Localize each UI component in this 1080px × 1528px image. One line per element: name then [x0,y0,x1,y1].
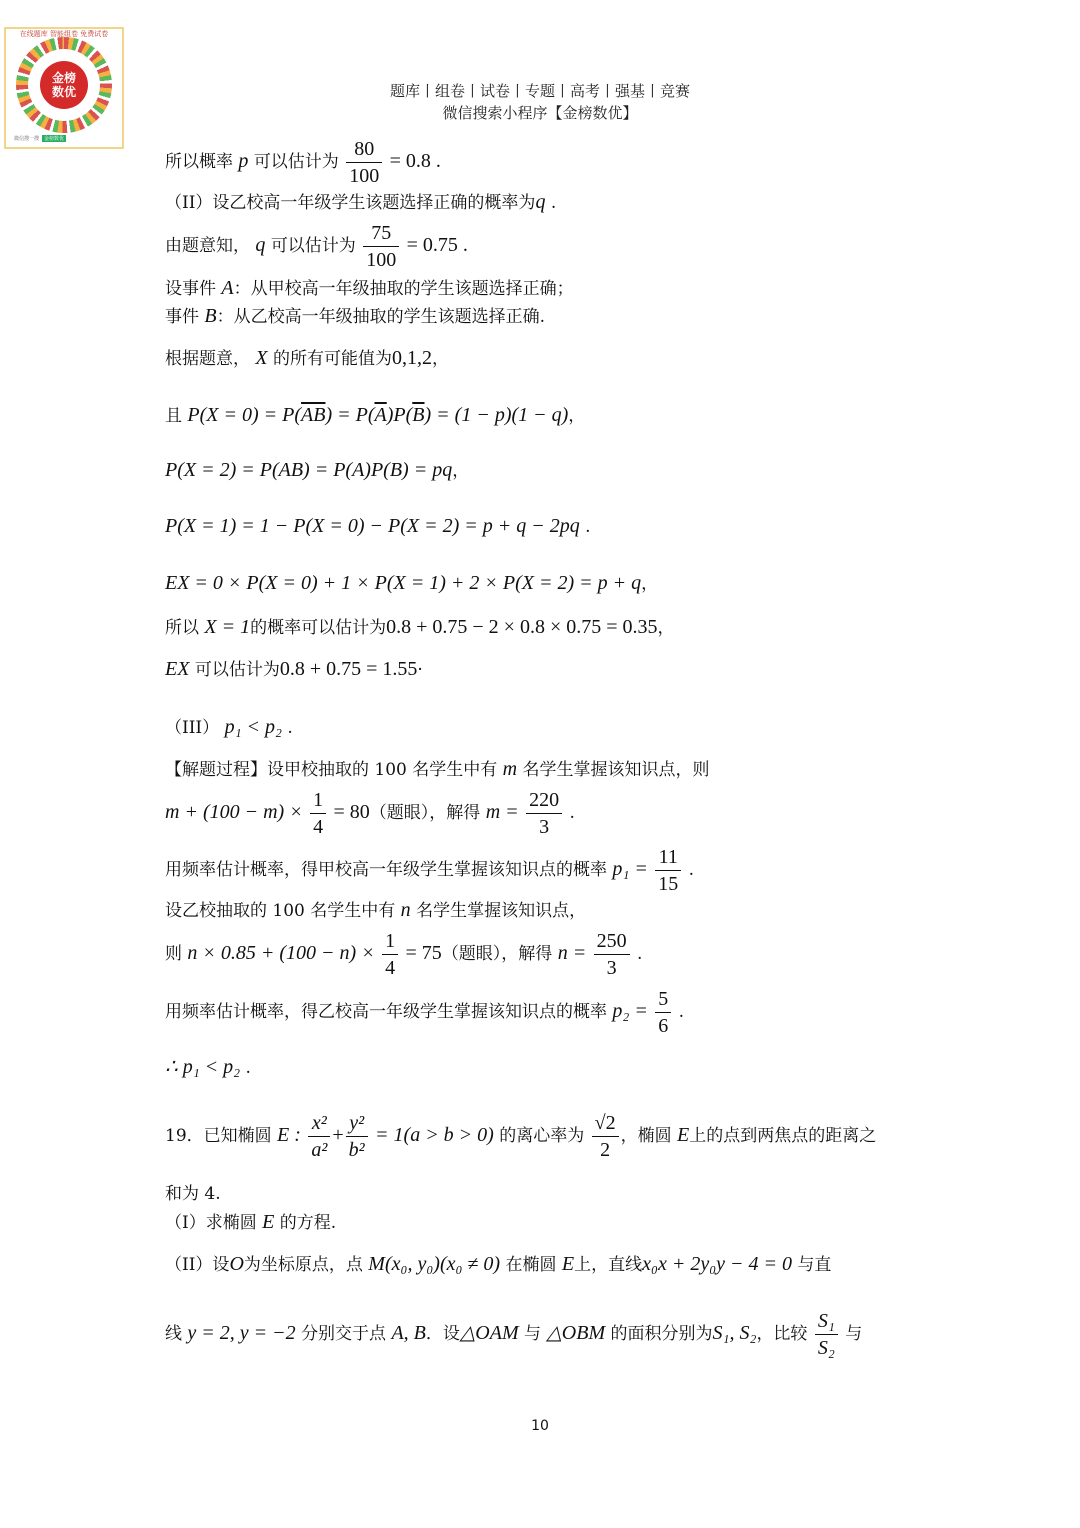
fraction [526,787,562,840]
text: 用频率估计概率，得甲校高一年级学生掌握该知识点的概率 [165,860,607,880]
line-16 [165,844,694,897]
var-q: q [255,234,266,256]
result: = 0.8 . [389,150,441,172]
equation: ) = P( [325,404,375,426]
equation-bar: $\overline{B}$ [412,404,425,426]
text: 与 [524,1324,542,1344]
text: 在椭圆 [505,1255,557,1275]
text: 名学生掌握该知识点， [416,901,587,921]
equation: m = [485,801,519,823]
line-11 [165,615,675,640]
text: 由题意知， [165,236,250,256]
text: ，椭圆 [620,1126,672,1146]
equation: △OBM [546,1322,606,1344]
equation: 0.8 + 0.75 = 1.55 [279,658,418,680]
line-9 [165,514,591,539]
logo-bar-right: 金榜数优 [44,135,65,142]
text: 根据题意， [165,349,250,369]
equation: A, B [391,1322,426,1344]
var-q: q [535,191,546,213]
equation: x₀x + 2y₀y − 4 = 0 [642,1253,793,1275]
numerator: y² [346,1110,368,1137]
equation-bar: $\overline{A}$ [374,404,387,426]
numerator: 1 [310,787,326,814]
fraction [346,1110,368,1163]
equation: p₁ < p₂ [224,716,282,738]
equation: n = [557,942,587,964]
numerator: S₁ [815,1308,838,1335]
text: 可以估计为 [253,152,339,172]
equation: S₁, S₂ [712,1322,757,1344]
brand-seal [40,61,88,109]
line-17 [165,898,586,923]
var-e: E [561,1253,575,1275]
denominator: 2 [600,1139,611,1161]
equation: P(X = 0) = P( [187,404,302,426]
text: ：从乙校高一年级抽取的学生该题选择正确. [216,307,546,327]
text: 【解题过程】设甲校抽取的 100 名学生中有 [165,760,498,780]
fraction [310,787,326,840]
fraction [655,986,671,1039]
denominator: 4 [385,957,396,979]
punct: ， [452,461,470,481]
text: 且 [165,406,182,426]
equation: = 80 [333,801,370,823]
var-b: B [204,305,217,327]
denominator: 3 [539,816,550,838]
var-o: O [229,1253,244,1275]
equation-bar: $\overline{AB}$ [301,404,326,426]
equation: ) = (1 − p)(1 − q) [424,404,569,426]
line-15 [165,787,575,840]
text: 为坐标原点，点 [243,1255,363,1275]
text: 的方程. [279,1213,337,1233]
text: （题眼），解得 [369,803,481,823]
equation: 0.8 + 0.75 − 2 × 0.8 × 0.75 = 0.35 [386,616,658,638]
question-19-part2 [165,1252,831,1277]
logo-bar-left: 微信搜一搜 [14,135,40,142]
values: 0,1,2 [392,347,433,369]
punct: . [678,1002,685,1022]
question-19-part1 [165,1210,336,1235]
text: 的离心率为 [499,1126,585,1146]
line-1 [165,136,441,189]
text: 可以估计为 [194,660,280,680]
text: 事件 [165,307,199,327]
text: （题眼），解得 [441,944,553,964]
numerator: 220 [526,787,562,814]
text: 所以概率 [165,152,233,172]
equation: M(x₀, y₀)(x₀ ≠ 0) [368,1253,501,1275]
text: 分别交于点 [301,1324,387,1344]
fraction [346,136,382,189]
line-5 [165,304,545,329]
numerator: x² [308,1110,330,1137]
var-e: E [262,1211,275,1233]
var-n: n [400,899,411,921]
equation: )P( [386,404,413,426]
punct: . [545,193,557,213]
line-20 [165,1055,251,1080]
equation: n × 0.85 + (100 − n) × [187,942,375,964]
logo-bar [14,133,114,143]
text: 19．已知椭圆 [165,1126,272,1146]
denominator: 15 [658,873,679,895]
equation: ∴ p₁ < p₂ [165,1056,241,1078]
text: ，比较 [756,1324,808,1344]
denominator: 4 [313,816,324,838]
seal-line1: 金榜 [51,71,76,85]
numerator: 75 [363,220,399,247]
line-4 [165,276,574,301]
equation: E : [277,1124,301,1146]
punct: . [688,860,695,880]
text: 的面积分别为 [610,1324,713,1344]
text: 的所有可能值为 [273,349,393,369]
text: 的概率可以估计为 [250,618,387,638]
punct: ， [641,574,659,594]
fraction [655,844,681,897]
line-10 [165,571,658,596]
equation: P(X = 1) = 1 − P(X = 0) − P(X = 2) = p + q − 2pq [165,515,580,537]
punct: . [569,803,575,823]
text: 上，直线 [574,1255,643,1275]
numerator: 1 [382,928,398,955]
equation: y = 2, y = −2 [187,1322,296,1344]
var-e: E [677,1124,690,1146]
var-ex: EX [165,658,190,680]
denominator: 6 [658,1015,669,1037]
text: 设乙校抽取的 100 名学生中有 [165,901,396,921]
line-12 [165,657,423,682]
result: = 0.75 . [406,234,468,256]
fraction [363,220,399,273]
text: ．设 [425,1324,460,1344]
line-2 [165,190,556,215]
operator: + [332,1124,344,1146]
equation: = 75 [405,942,442,964]
text: 所以 [165,618,199,638]
line-7 [165,403,585,428]
var-a: A [221,277,234,299]
equation: p₂ = [612,1000,648,1022]
line-8 [165,458,469,483]
logo-arc-text: 在线题库 智能组卷 免费试卷 [19,30,109,38]
denominator: 3 [606,957,617,979]
fraction [594,928,630,981]
equation: m + (100 − m) × [165,801,303,823]
line-14 [165,757,710,782]
punct: . [281,718,293,738]
text: 可以估计为 [270,236,356,256]
denominator: S₂ [817,1337,835,1359]
fraction [382,928,398,981]
equation: EX = 0 × P(X = 0) + 1 × P(X = 1) + 2 × P(X = 2) = p + q [165,572,642,594]
equation: X = 1 [204,616,251,638]
header-subtitle: 微信搜索小程序【金榜数优】 [442,104,638,122]
text: ：从甲校高一年级抽取的学生该题选择正确； [233,279,574,299]
punct: ， [657,618,675,638]
question-19-part2-cont [165,1308,862,1361]
var-m: m [502,758,518,780]
text: 与直 [797,1255,832,1275]
text: 用频率估计概率，得乙校高一年级学生掌握该知识点的概率 [165,1002,607,1022]
fraction [815,1308,838,1361]
fraction [592,1110,619,1163]
var-x: X [255,347,268,369]
line-6 [165,346,449,371]
numerator: 80 [346,136,382,163]
text: 名学生掌握该知识点，则 [522,760,710,780]
denominator: b² [348,1139,365,1161]
text: 设事件 [165,279,216,299]
denominator: 100 [366,249,397,271]
denominator: a² [311,1139,328,1161]
text: 线 [165,1324,182,1344]
punct: . [240,1058,251,1078]
qr-code-logo[interactable] [4,27,124,149]
punct: ， [432,349,450,369]
line-3 [165,220,468,273]
equation: = 1(a > b > 0) [375,1124,494,1146]
text: （III） [165,718,220,738]
numerator: √2 [592,1110,619,1137]
page-number: 10 [531,1418,549,1434]
punct: · [417,660,423,680]
numerator: 250 [594,928,630,955]
text: 则 [165,944,182,964]
seal-line2: 数优 [51,85,76,99]
punct: . [637,944,643,964]
question-19-cont: 和为 4. [165,1184,221,1204]
line-19 [165,986,684,1039]
header-nav: 题库丨组卷丨试卷丨专题丨高考丨强基丨竞赛 [389,82,690,100]
punct: ， [568,406,586,426]
line-13 [165,715,293,740]
text: 上的点到两焦点的距离之 [689,1126,877,1146]
denominator: 100 [349,165,380,187]
punct: . [579,517,591,537]
equation: P(X = 2) = P(AB) = P(A)P(B) = pq [165,459,453,481]
numerator: 5 [655,986,671,1013]
numerator: 11 [655,844,681,871]
fraction [308,1110,330,1163]
text: （I）求椭圆 [165,1213,257,1233]
var-p: p [238,150,249,172]
equation: p₁ = [612,858,648,880]
text: （II）设乙校高一年级学生该题选择正确的概率为 [165,193,536,213]
equation: △OAM [459,1322,519,1344]
text: 与 [845,1324,863,1344]
line-18 [165,928,642,981]
text: （II）设 [165,1255,230,1275]
question-19 [165,1110,876,1163]
